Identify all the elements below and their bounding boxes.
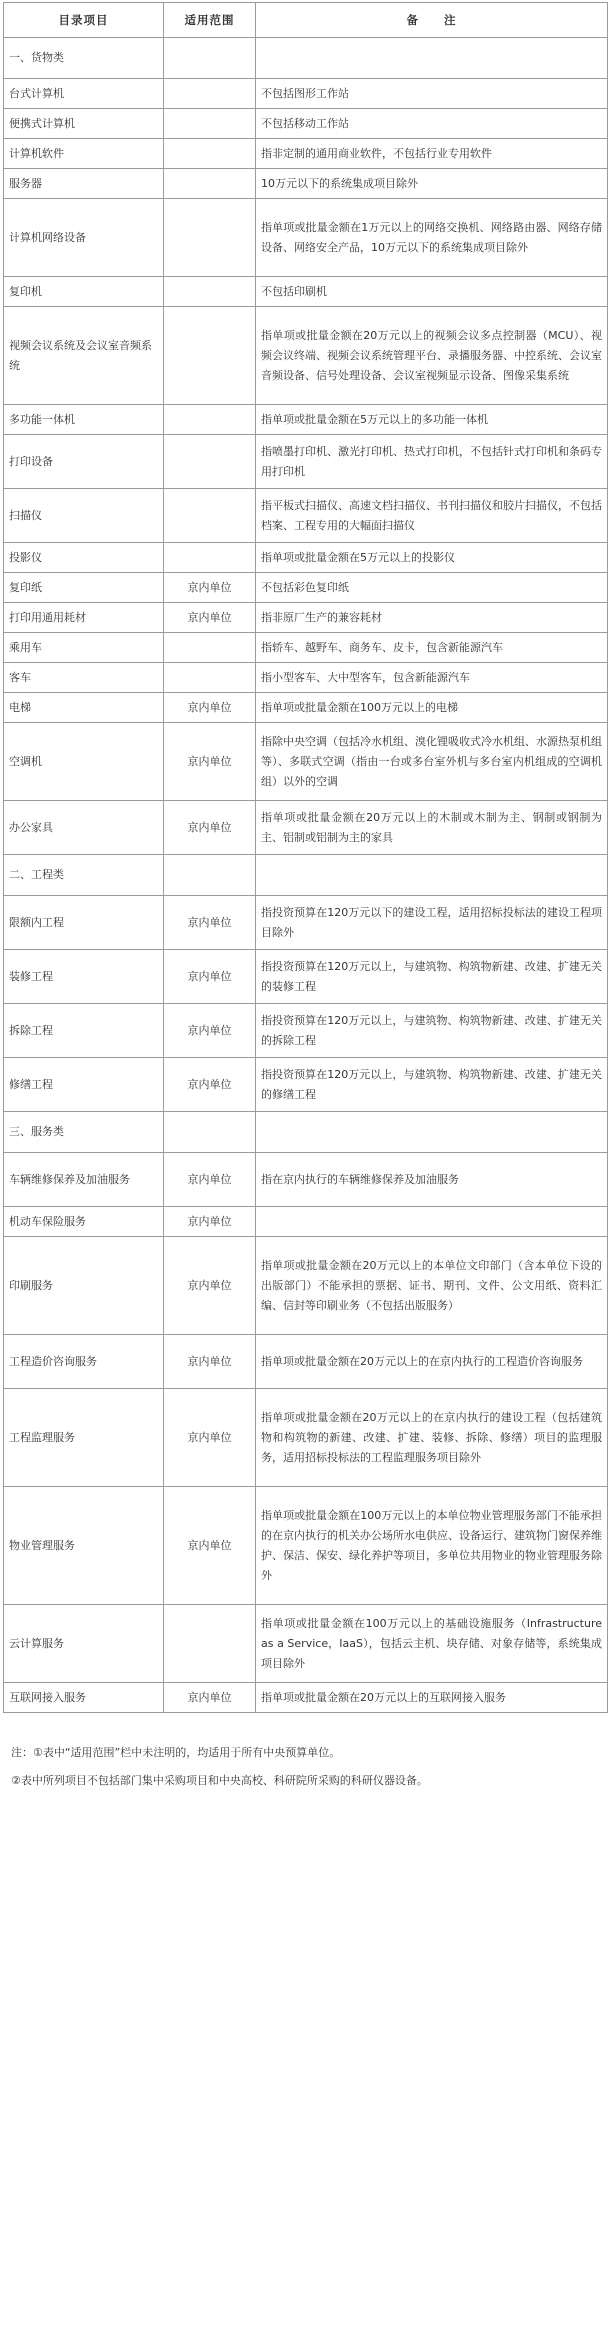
scope-cell: 京内单位 <box>164 1004 256 1058</box>
scope-cell <box>164 405 256 435</box>
table-row <box>4 543 608 573</box>
note-cell: 指单项或批量金额在20万元以上的视频会议多点控制器（MCU）、视频会议终端、视频会议系统管理平台、录播服务器、中控系统、会议室音频设备、信号处理设备、会议室视频显示设备、图像采集系统 <box>256 307 608 405</box>
item-cell: 车辆维修保养及加油服务 <box>4 1153 164 1207</box>
table-row <box>4 435 608 489</box>
item-cell: 扫描仪 <box>4 489 164 543</box>
note-cell: 指除中央空调（包括冷水机组、溴化锂吸收式冷水机组、水源热泵机组等）、多联式空调（指由一台或多台室外机与多台室内机组成的空调机组）以外的空调 <box>256 723 608 801</box>
note-cell <box>256 1207 608 1237</box>
item-cell: 台式计算机 <box>4 79 164 109</box>
footnote-2: ②表中所列项目不包括部门集中采购项目和中央高校、科研院所采购的科研仪器设备。 <box>11 1774 428 1787</box>
scope-cell <box>164 139 256 169</box>
item-cell: 限额内工程 <box>4 896 164 950</box>
item-cell: 乘用车 <box>4 633 164 663</box>
scope-cell <box>164 1112 256 1153</box>
table-row <box>4 1389 608 1487</box>
note-cell <box>256 1112 608 1153</box>
item-cell: 服务器 <box>4 169 164 199</box>
note-cell: 指单项或批量金额在100万元以上的基础设施服务（Infrastructure as a Service，IaaS），包括云主机、块存储、对象存储等，系统集成项目除外 <box>256 1605 608 1683</box>
scope-cell: 京内单位 <box>164 1058 256 1112</box>
scope-cell <box>164 435 256 489</box>
scope-cell <box>164 307 256 405</box>
note-cell: 指平板式扫描仪、高速文档扫描仪、书刊扫描仪和胶片扫描仪，不包括档案、工程专用的大幅面扫描仪 <box>256 489 608 543</box>
table-row <box>4 1004 608 1058</box>
scope-cell <box>164 277 256 307</box>
item-cell: 便携式计算机 <box>4 109 164 139</box>
note-cell: 不包括移动工作站 <box>256 109 608 139</box>
header-note: 备 注 <box>256 3 608 38</box>
table-row <box>4 169 608 199</box>
table-row <box>4 801 608 855</box>
scope-cell <box>164 169 256 199</box>
scope-cell <box>164 109 256 139</box>
note-cell: 指单项或批量金额在5万元以上的投影仪 <box>256 543 608 573</box>
note-cell: 指在京内执行的车辆维修保养及加油服务 <box>256 1153 608 1207</box>
scope-cell <box>164 38 256 79</box>
table-row <box>4 896 608 950</box>
note-cell: 指单项或批量金额在20万元以上的在京内执行的建设工程（包括建筑物和构筑物的新建、改建、扩建、装修、拆除、修缮）项目的监理服务，适用招标投标法的工程监理服务项目除外 <box>256 1389 608 1487</box>
item-cell: 计算机软件 <box>4 139 164 169</box>
note-cell: 指喷墨打印机、激光打印机、热式打印机，不包括针式打印机和条码专用打印机 <box>256 435 608 489</box>
item-cell: 计算机网络设备 <box>4 199 164 277</box>
table-row <box>4 633 608 663</box>
item-cell: 打印设备 <box>4 435 164 489</box>
item-cell: 装修工程 <box>4 950 164 1004</box>
note-cell: 指单项或批量金额在20万元以上的木制或木制为主、钢制或钢制为主、铝制或铝制为主的家具 <box>256 801 608 855</box>
header-scope: 适用范围 <box>164 3 256 38</box>
note-cell: 指单项或批量金额在20万元以上的互联网接入服务 <box>256 1683 608 1713</box>
item-cell: 物业管理服务 <box>4 1487 164 1605</box>
table-header-row <box>4 3 608 38</box>
item-cell: 办公家具 <box>4 801 164 855</box>
table-row <box>4 1683 608 1713</box>
note-cell: 不包括图形工作站 <box>256 79 608 109</box>
scope-cell: 京内单位 <box>164 1237 256 1335</box>
item-cell: 修缮工程 <box>4 1058 164 1112</box>
table-row <box>4 663 608 693</box>
table-row <box>4 723 608 801</box>
item-cell: 互联网接入服务 <box>4 1683 164 1713</box>
table-row <box>4 1153 608 1207</box>
item-cell: 客车 <box>4 663 164 693</box>
item-cell: 电梯 <box>4 693 164 723</box>
scope-cell: 京内单位 <box>164 603 256 633</box>
scope-cell: 京内单位 <box>164 896 256 950</box>
header-item: 目录项目 <box>4 3 164 38</box>
scope-cell: 京内单位 <box>164 693 256 723</box>
item-cell: 复印机 <box>4 277 164 307</box>
item-cell: 空调机 <box>4 723 164 801</box>
item-cell: 打印用通用耗材 <box>4 603 164 633</box>
section-row <box>4 38 608 79</box>
item-cell: 拆除工程 <box>4 1004 164 1058</box>
scope-cell: 京内单位 <box>164 1487 256 1605</box>
table-row <box>4 1605 608 1683</box>
scope-cell: 京内单位 <box>164 1335 256 1389</box>
item-cell: 三、服务类 <box>4 1112 164 1153</box>
scope-cell <box>164 199 256 277</box>
table-row <box>4 1335 608 1389</box>
note-cell: 指投资预算在120万元以上，与建筑物、构筑物新建、改建、扩建无关的拆除工程 <box>256 1004 608 1058</box>
item-cell: 云计算服务 <box>4 1605 164 1683</box>
item-cell: 工程造价咨询服务 <box>4 1335 164 1389</box>
table-row <box>4 277 608 307</box>
scope-cell: 京内单位 <box>164 1389 256 1487</box>
scope-cell: 京内单位 <box>164 573 256 603</box>
footnotes <box>3 1739 607 1795</box>
table-row <box>4 950 608 1004</box>
item-cell: 工程监理服务 <box>4 1389 164 1487</box>
scope-cell <box>164 663 256 693</box>
note-cell: 指单项或批量金额在1万元以上的网络交换机、网络路由器、网络存储设备、网络安全产品，10万元以下的系统集成项目除外 <box>256 199 608 277</box>
table-row <box>4 199 608 277</box>
section-row <box>4 855 608 896</box>
table-row <box>4 307 608 405</box>
table-row <box>4 109 608 139</box>
note-cell: 不包括彩色复印纸 <box>256 573 608 603</box>
scope-cell <box>164 633 256 663</box>
note-cell: 指单项或批量金额在20万元以上的本单位文印部门（含本单位下设的出版部门）不能承担的票据、证书、期刊、文件、公文用纸、资料汇编、信封等印刷业务（不包括出版服务） <box>256 1237 608 1335</box>
scope-cell <box>164 855 256 896</box>
section-row <box>4 1112 608 1153</box>
table-row <box>4 603 608 633</box>
scope-cell: 京内单位 <box>164 1683 256 1713</box>
note-cell: 指单项或批量金额在100万元以上的本单位物业管理服务部门不能承担的在京内执行的机关办公场所水电供应、设备运行、建筑物门窗保养维护、保洁、保安、绿化养护等项目，多单位共用物业的物业管理服务除外 <box>256 1487 608 1605</box>
scope-cell: 京内单位 <box>164 801 256 855</box>
item-cell: 印刷服务 <box>4 1237 164 1335</box>
note-cell <box>256 38 608 79</box>
scope-cell <box>164 489 256 543</box>
scope-cell: 京内单位 <box>164 723 256 801</box>
item-cell: 复印纸 <box>4 573 164 603</box>
item-cell: 一、货物类 <box>4 38 164 79</box>
note-cell: 指投资预算在120万元以上，与建筑物、构筑物新建、改建、扩建无关的修缮工程 <box>256 1058 608 1112</box>
note-cell: 指投资预算在120万元以上，与建筑物、构筑物新建、改建、扩建无关的装修工程 <box>256 950 608 1004</box>
footnote-1: 注：①表中“适用范围”栏中未注明的，均适用于所有中央预算单位。 <box>11 1746 341 1759</box>
item-cell: 投影仪 <box>4 543 164 573</box>
table-row <box>4 1487 608 1605</box>
item-cell: 视频会议系统及会议室音频系统 <box>4 307 164 405</box>
note-cell: 不包括印刷机 <box>256 277 608 307</box>
table-row <box>4 489 608 543</box>
note-cell: 指单项或批量金额在100万元以上的电梯 <box>256 693 608 723</box>
note-cell: 指小型客车、大中型客车，包含新能源汽车 <box>256 663 608 693</box>
note-cell <box>256 855 608 896</box>
note-cell: 10万元以下的系统集成项目除外 <box>256 169 608 199</box>
note-cell: 指轿车、越野车、商务车、皮卡，包含新能源汽车 <box>256 633 608 663</box>
catalog-table <box>3 2 608 1713</box>
note-cell: 指单项或批量金额在20万元以上的在京内执行的工程造价咨询服务 <box>256 1335 608 1389</box>
note-cell: 指投资预算在120万元以下的建设工程，适用招标投标法的建设工程项目除外 <box>256 896 608 950</box>
table-row <box>4 1207 608 1237</box>
note-cell: 指非定制的通用商业软件，不包括行业专用软件 <box>256 139 608 169</box>
scope-cell: 京内单位 <box>164 950 256 1004</box>
table-body <box>4 38 608 1713</box>
scope-cell: 京内单位 <box>164 1207 256 1237</box>
table-row <box>4 79 608 109</box>
scope-cell <box>164 79 256 109</box>
table-row <box>4 139 608 169</box>
table-row <box>4 573 608 603</box>
scope-cell: 京内单位 <box>164 1153 256 1207</box>
item-cell: 机动车保险服务 <box>4 1207 164 1237</box>
table-row <box>4 405 608 435</box>
note-cell: 指单项或批量金额在5万元以上的多功能一体机 <box>256 405 608 435</box>
note-cell: 指非原厂生产的兼容耗材 <box>256 603 608 633</box>
item-cell: 多功能一体机 <box>4 405 164 435</box>
scope-cell <box>164 1605 256 1683</box>
scope-cell <box>164 543 256 573</box>
item-cell: 二、工程类 <box>4 855 164 896</box>
table-row <box>4 1237 608 1335</box>
table-row <box>4 693 608 723</box>
table-row <box>4 1058 608 1112</box>
